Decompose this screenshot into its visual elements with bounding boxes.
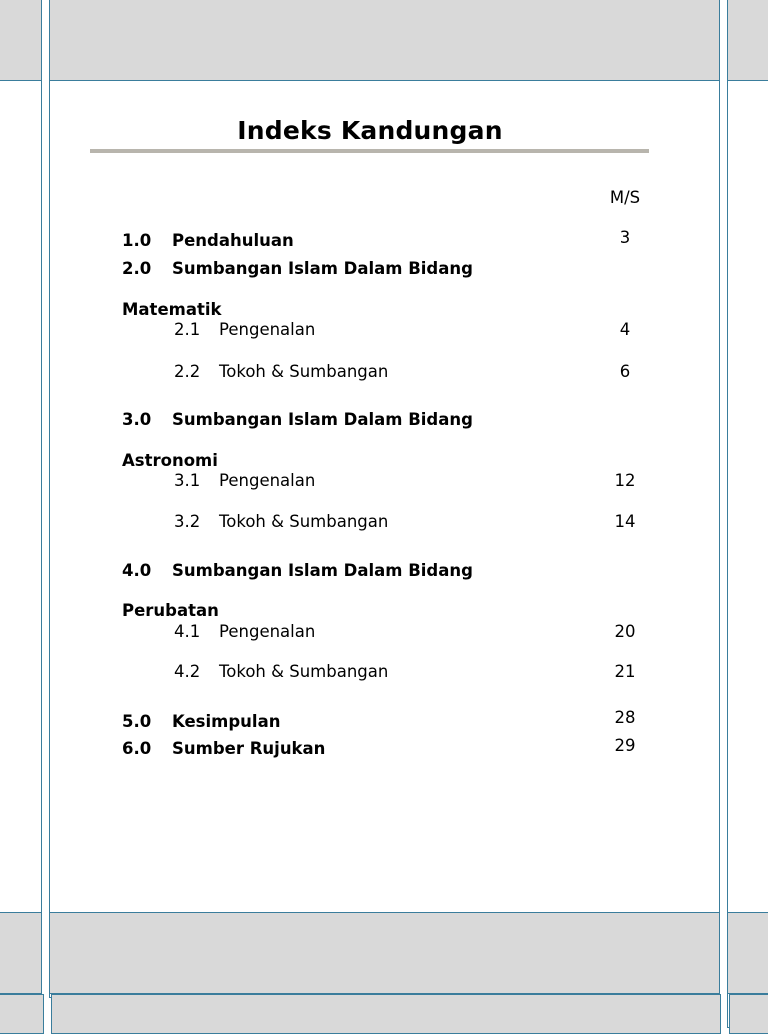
toc-subentry-label: Pengenalan (219, 622, 316, 641)
toc-subentry-page: 21 (614, 662, 636, 681)
toc-entry-4 (122, 561, 473, 581)
toc-subentry-4-2 (174, 662, 388, 682)
toc-entry-number: 4.0 (122, 561, 152, 580)
toc-subentry-3-2 (174, 512, 388, 532)
left-footer-band (0, 912, 42, 994)
header-band (49, 0, 720, 81)
right-header-band (727, 0, 768, 81)
page-column-header: M/S (609, 188, 641, 207)
toc-subentry-page: 4 (619, 320, 631, 339)
toc-subentry-label: Pengenalan (219, 320, 316, 339)
left-bottom-band (0, 994, 44, 1034)
toc-subentry-label: Tokoh & Sumbangan (219, 362, 389, 381)
next-page-header-band (51, 994, 721, 1034)
toc-entry-label: Sumbangan Islam Dalam Bidang (172, 259, 473, 278)
toc-entry-continuation: Perubatan (122, 601, 219, 620)
toc-subentry-number: 2.1 (174, 320, 201, 339)
toc-subentry-3-1 (174, 471, 315, 491)
toc-entry-number: 5.0 (122, 712, 152, 731)
toc-subentry-number: 3.2 (174, 512, 201, 531)
toc-entry-page: 3 (619, 228, 631, 247)
toc-subentry-2-2 (174, 362, 388, 382)
toc-entry-5 (122, 712, 280, 732)
toc-entry-number: 2.0 (122, 259, 152, 278)
toc-entry-page: 28 (614, 708, 636, 727)
toc-entry-continuation: Astronomi (122, 451, 218, 470)
title-underline (90, 149, 649, 153)
toc-subentry-label: Pengenalan (219, 471, 316, 490)
toc-subentry-label: Tokoh & Sumbangan (219, 512, 389, 531)
toc-subentry-4-1 (174, 622, 315, 642)
right-footer-band (727, 912, 768, 994)
right-bottom-band (729, 994, 768, 1034)
toc-entry-number: 1.0 (122, 231, 152, 250)
footer-band (49, 912, 720, 994)
toc-entry-label: Sumber Rujukan (172, 739, 326, 758)
toc-entry-label: Sumbangan Islam Dalam Bidang (172, 561, 473, 580)
toc-entry-number: 6.0 (122, 739, 152, 758)
left-header-band (0, 0, 42, 81)
toc-subentry-label: Tokoh & Sumbangan (219, 662, 389, 681)
toc-subentry-page: 6 (619, 362, 631, 381)
toc-entry-6 (122, 739, 325, 759)
toc-entry-1 (122, 231, 294, 251)
toc-subentry-number: 4.1 (174, 622, 201, 641)
toc-subentry-number: 3.1 (174, 471, 201, 490)
toc-entry-label: Sumbangan Islam Dalam Bidang (172, 410, 473, 429)
toc-entry-continuation: Matematik (122, 300, 222, 319)
toc-entry-label: Pendahuluan (172, 231, 294, 250)
toc-entry-number: 3.0 (122, 410, 152, 429)
toc-subentry-page: 12 (614, 471, 636, 490)
left-page-edge (0, 0, 42, 1028)
toc-subentry-page: 14 (614, 512, 636, 531)
right-page-edge (727, 0, 768, 1028)
page-title: Indeks Kandungan (237, 116, 503, 145)
toc-entry-label: Kesimpulan (172, 712, 281, 731)
toc-entry-page: 29 (614, 736, 636, 755)
toc-subentry-number: 2.2 (174, 362, 201, 381)
toc-subentry-page: 20 (614, 622, 636, 641)
toc-subentry-number: 4.2 (174, 662, 201, 681)
toc-entry-2 (122, 259, 473, 279)
toc-subentry-2-1 (174, 320, 315, 340)
toc-entry-3 (122, 410, 473, 430)
